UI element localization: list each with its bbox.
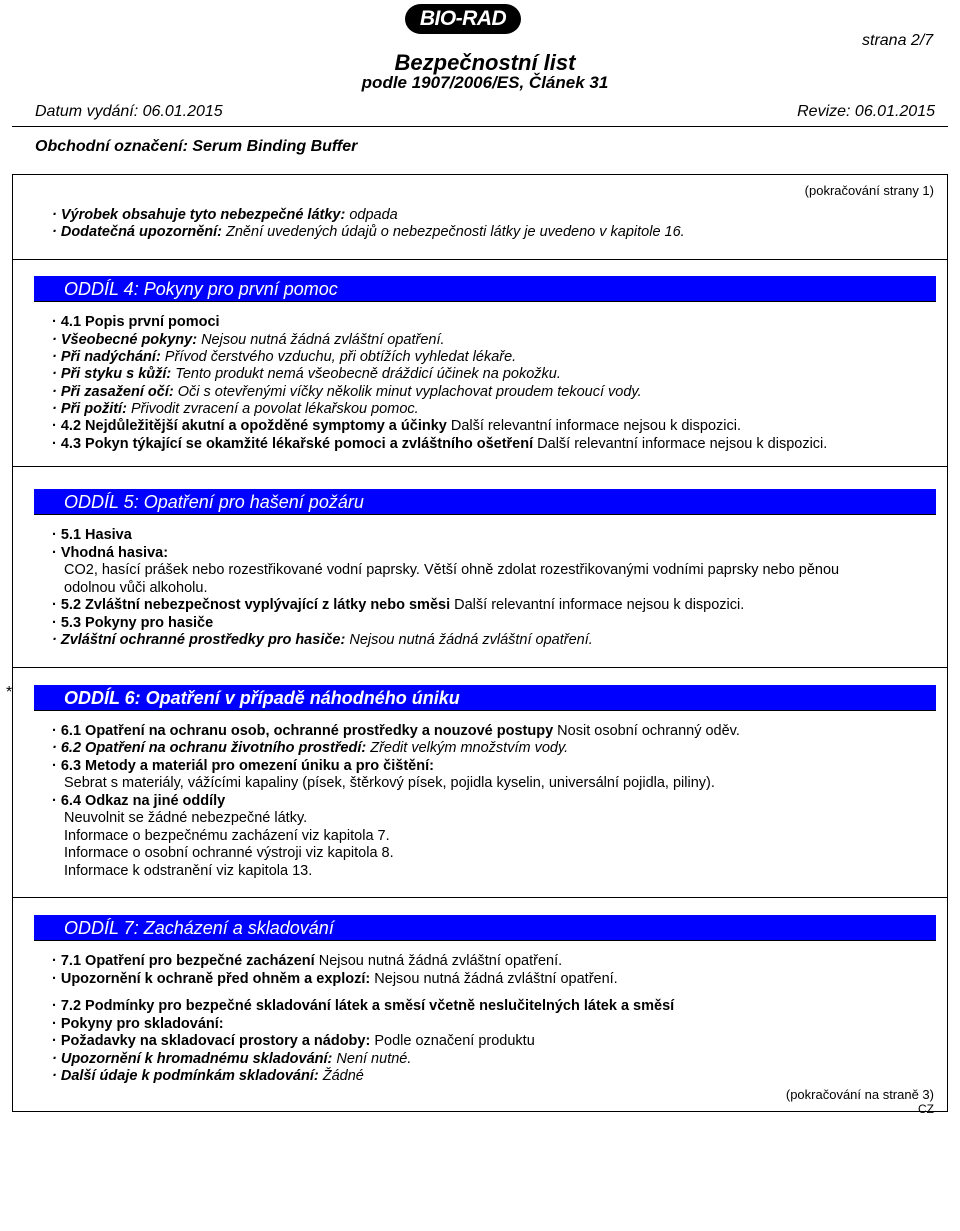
list-item: · Další údaje k podmínkám skladování: Žádné <box>52 1068 364 1084</box>
header-divider <box>12 126 948 127</box>
brand-name: BIO-RAD <box>419 7 507 30</box>
section-4-heading: ODDÍL 4: Pokyny pro první pomoc <box>34 276 936 302</box>
list-item: · 4.3 Pokyn týkající se okamžité lékařské pomoci a zvláštního ošetření Další relevantní informace nejsou k dispozici. <box>52 436 828 452</box>
list-item: · 4.1 Popis první pomoci <box>52 314 220 330</box>
list-item: · 6.3 Metody a materiál pro omezení úniku a pro čištění: <box>52 758 434 774</box>
list-item: · 5.2 Zvláštní nebezpečnost vyplývající z látky nebo směsi Další relevantní informace nejsou k dispozici. <box>52 597 745 613</box>
section-5-heading: ODDÍL 5: Opatření pro hašení požáru <box>34 489 936 515</box>
list-item: · 4.2 Nejdůležitější akutní a opožděné symptomy a účinky Další relevantní informace nejsou k dispozici. <box>52 418 741 434</box>
revision-marker: * <box>6 684 13 701</box>
list-item: · 6.2 Opatření na ochranu životního prostředí: Zředit velkým množstvím vody. <box>52 740 569 756</box>
document-title: Bezpečnostní list <box>394 50 576 75</box>
continuation-from: (pokračování strany 1) <box>804 183 934 198</box>
document-subtitle: podle 1907/2006/ES, Článek 31 <box>361 73 609 92</box>
list-item: · Zvláštní ochranné prostředky pro hasiče: Nejsou nutná žádná zvláštní opatření. <box>52 632 593 648</box>
section-divider <box>12 259 948 260</box>
section-divider <box>12 667 948 668</box>
list-item: Informace o osobní ochranné výstroji viz kapitola 8. <box>64 845 394 861</box>
list-item: CO2, hasící prášek nebo rozestřikované vodní paprsky. Větší ohně zdolat rozestřikovanými vodními paprsky nebo pěnou <box>64 562 840 578</box>
section-6-heading: ODDÍL 6: Opatření v případě náhodného úniku <box>34 685 936 711</box>
list-item: · Upozornění k ochraně před ohněm a explozí: Nejsou nutná žádná zvláštní opatření. <box>52 971 618 987</box>
list-item: Sebrat s materiály, vážícími kapaliny (písek, štěrkový písek, pojidla kyselin, universální pojidla, piliny). <box>64 775 715 791</box>
list-item: · Upozornění k hromadnému skladování: Není nutné. <box>52 1051 412 1067</box>
list-item: · Při styku s kůží: Tento produkt nemá všeobecně dráždicí účinek na pokožku. <box>52 366 561 382</box>
revision-date: Revize: 06.01.2015 <box>797 103 935 120</box>
page-number: strana 2/7 <box>862 32 934 49</box>
list-item: · Při nadýchání: Přívod čerstvého vzduchu, při obtížích vyhledat lékaře. <box>52 349 517 365</box>
section-7-heading: ODDÍL 7: Zacházení a skladování <box>34 915 936 941</box>
list-item: · 6.1 Opatření na ochranu osob, ochranné prostředky a nouzové postupy Nosit osobní ochranný oděv. <box>52 723 740 739</box>
section-divider <box>12 897 948 898</box>
list-item: · Výrobek obsahuje tyto nebezpečné látky: odpada <box>52 207 398 223</box>
list-item: odolnou vůči alkoholu. <box>64 580 208 596</box>
list-item: · 5.1 Hasiva <box>52 527 132 543</box>
list-item: · Dodatečná upozornění: Znění uvedených údajů o nebezpečnosti látky je uvedeno v kapitole 16. <box>52 224 685 240</box>
list-item: · Při požití: Přivodit zvracení a povolat lékařskou pomoc. <box>52 401 419 417</box>
language-code: CZ <box>918 1102 934 1116</box>
list-item: · Všeobecné pokyny: Nejsou nutná žádná zvláštní opatření. <box>52 332 445 348</box>
list-item: · 7.2 Podmínky pro bezpečné skladování látek a směsí včetně neslučitelných látek a směsí <box>52 998 675 1014</box>
section-divider <box>12 466 948 467</box>
list-item: · Požadavky na skladovací prostory a nádoby: Podle označení produktu <box>52 1033 535 1049</box>
list-item: · 6.4 Odkaz na jiné oddíly <box>52 793 226 809</box>
list-item: Informace o bezpečnému zacházení viz kapitola 7. <box>64 828 390 844</box>
list-item: Neuvolnit se žádné nebezpečné látky. <box>64 810 308 826</box>
continuation-to: (pokračování na straně 3) <box>785 1087 934 1102</box>
list-item: · Pokyny pro skladování: <box>52 1016 224 1032</box>
list-item: · Vhodná hasiva: <box>52 545 169 561</box>
issue-date: Datum vydání: 06.01.2015 <box>35 103 223 120</box>
list-item: Informace k odstranění viz kapitola 13. <box>64 863 313 879</box>
trade-name: Obchodní označení: Serum Binding Buffer <box>35 138 358 155</box>
list-item: · 7.1 Opatření pro bezpečné zacházení Nejsou nutná žádná zvláštní opatření. <box>52 953 563 969</box>
list-item: · 5.3 Pokyny pro hasiče <box>52 615 214 631</box>
list-item: · Při zasažení očí: Oči s otevřenými víčky několik minut vyplachovat proudem tekoucí vody. <box>52 384 642 400</box>
bio-rad-logo <box>405 4 521 34</box>
